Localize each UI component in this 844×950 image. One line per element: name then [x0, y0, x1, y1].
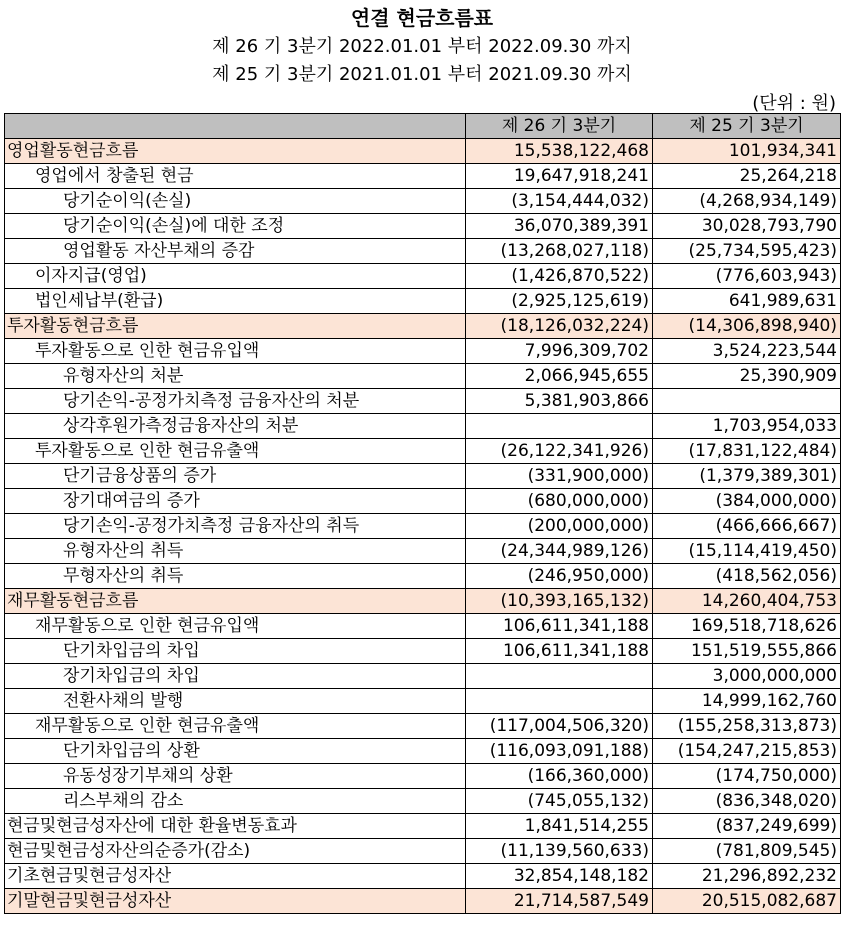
row-label: 장기대여금의 증가	[5, 489, 466, 514]
unit-label: (단위 : 원)	[752, 93, 836, 114]
prior-period-value: 14,260,404,753	[653, 589, 841, 614]
current-period-value: 2,066,945,655	[466, 364, 653, 389]
row-label: 유동성장기부채의 상환	[5, 764, 466, 789]
row-label: 이자지급(영업)	[5, 264, 466, 289]
current-period-value: (10,393,165,132)	[466, 589, 653, 614]
prior-period-value: 1,703,954,033	[653, 414, 841, 439]
current-period-value: (166,360,000)	[466, 764, 653, 789]
prior-period-value: 3,524,223,544	[653, 339, 841, 364]
table-row	[5, 814, 841, 839]
row-label: 영업에서 창출된 현금	[5, 164, 466, 189]
row-label: 기초현금및현금성자산	[5, 864, 466, 889]
row-label: 리스부채의 감소	[5, 789, 466, 814]
prior-period-value: (154,247,215,853)	[653, 739, 841, 764]
table-header-row	[5, 114, 841, 139]
prior-period-value: 3,000,000,000	[653, 664, 841, 689]
period-prior: 제 25 기 3분기 2021.01.01 부터 2021.09.30 까지	[212, 64, 632, 85]
prior-period-value: (776,603,943)	[653, 264, 841, 289]
current-period-value	[466, 689, 653, 714]
table-row	[5, 164, 841, 189]
prior-period-value: (1,379,389,301)	[653, 464, 841, 489]
current-period-value: (2,925,125,619)	[466, 289, 653, 314]
table-row	[5, 189, 841, 214]
current-period-value: (24,344,989,126)	[466, 539, 653, 564]
current-period-value: (680,000,000)	[466, 489, 653, 514]
row-label: 투자활동으로 인한 현금유출액	[5, 439, 466, 464]
current-period-value	[466, 414, 653, 439]
table-row	[5, 289, 841, 314]
prior-period-value: 25,390,909	[653, 364, 841, 389]
period-current: 제 26 기 3분기 2022.01.01 부터 2022.09.30 까지	[212, 36, 632, 57]
current-period-value: 32,854,148,182	[466, 864, 653, 889]
prior-period-value: 25,264,218	[653, 164, 841, 189]
row-label: 재무활동으로 인한 현금유입액	[5, 614, 466, 639]
row-label: 전환사채의 발행	[5, 689, 466, 714]
table-row	[5, 614, 841, 639]
table-row	[5, 889, 841, 914]
header-label-column	[5, 114, 466, 139]
row-label: 단기차입금의 상환	[5, 739, 466, 764]
prior-period-value: (174,750,000)	[653, 764, 841, 789]
prior-period-value: (384,000,000)	[653, 489, 841, 514]
row-label: 당기손익-공정가치측정 금융자산의 처분	[5, 389, 466, 414]
row-label: 당기손익-공정가치측정 금융자산의 취득	[5, 514, 466, 539]
current-period-value: 106,611,341,188	[466, 639, 653, 664]
table-row	[5, 864, 841, 889]
row-label: 재무활동현금흐름	[5, 589, 466, 614]
table-row	[5, 639, 841, 664]
current-period-value: (26,122,341,926)	[466, 439, 653, 464]
row-label: 상각후원가측정금융자산의 처분	[5, 414, 466, 439]
prior-period-value: 20,515,082,687	[653, 889, 841, 914]
row-label: 투자활동으로 인한 현금유입액	[5, 339, 466, 364]
prior-period-value: 641,989,631	[653, 289, 841, 314]
prior-period-value: (14,306,898,940)	[653, 314, 841, 339]
prior-period-value: (836,348,020)	[653, 789, 841, 814]
current-period-value	[466, 664, 653, 689]
prior-period-value: 169,518,718,626	[653, 614, 841, 639]
current-period-value: 15,538,122,468	[466, 139, 653, 164]
table-row	[5, 314, 841, 339]
prior-period-value	[653, 389, 841, 414]
header-current-period: 제 26 기 3분기	[466, 114, 653, 139]
current-period-value: 19,647,918,241	[466, 164, 653, 189]
current-period-value: (117,004,506,320)	[466, 714, 653, 739]
row-label: 기말현금및현금성자산	[5, 889, 466, 914]
table-row	[5, 739, 841, 764]
current-period-value: (331,900,000)	[466, 464, 653, 489]
current-period-value: (18,126,032,224)	[466, 314, 653, 339]
row-label: 현금및현금성자산의순증가(감소)	[5, 839, 466, 864]
row-label: 당기순이익(손실)에 대한 조정	[5, 214, 466, 239]
table-row	[5, 564, 841, 589]
current-period-value: 1,841,514,255	[466, 814, 653, 839]
table-row	[5, 839, 841, 864]
table-row	[5, 389, 841, 414]
row-label: 현금및현금성자산에 대한 환율변동효과	[5, 814, 466, 839]
prior-period-value: 21,296,892,232	[653, 864, 841, 889]
prior-period-value: (17,831,122,484)	[653, 439, 841, 464]
prior-period-value: 30,028,793,790	[653, 214, 841, 239]
table-row	[5, 239, 841, 264]
prior-period-value: (25,734,595,423)	[653, 239, 841, 264]
table-row	[5, 589, 841, 614]
current-period-value: (11,139,560,633)	[466, 839, 653, 864]
prior-period-value: 101,934,341	[653, 139, 841, 164]
prior-period-value: 14,999,162,760	[653, 689, 841, 714]
prior-period-value: 151,519,555,866	[653, 639, 841, 664]
table-row	[5, 364, 841, 389]
table-row	[5, 514, 841, 539]
row-label: 당기순이익(손실)	[5, 189, 466, 214]
current-period-value: (13,268,027,118)	[466, 239, 653, 264]
row-label: 투자활동현금흐름	[5, 314, 466, 339]
prior-period-value: (4,268,934,149)	[653, 189, 841, 214]
prior-period-value: (418,562,056)	[653, 564, 841, 589]
table-row	[5, 714, 841, 739]
row-label: 무형자산의 취득	[5, 564, 466, 589]
prior-period-value: (837,249,699)	[653, 814, 841, 839]
row-label: 재무활동으로 인한 현금유출액	[5, 714, 466, 739]
current-period-value: 5,381,903,866	[466, 389, 653, 414]
prior-period-value: (15,114,419,450)	[653, 539, 841, 564]
table-row	[5, 414, 841, 439]
table-row	[5, 789, 841, 814]
table-body	[5, 139, 841, 914]
table-row	[5, 214, 841, 239]
prior-period-value: (155,258,313,873)	[653, 714, 841, 739]
row-label: 영업활동 자산부채의 증감	[5, 239, 466, 264]
table-row	[5, 464, 841, 489]
table-row	[5, 689, 841, 714]
row-label: 단기금융상품의 증가	[5, 464, 466, 489]
prior-period-value: (466,666,667)	[653, 514, 841, 539]
table-row	[5, 439, 841, 464]
current-period-value: 106,611,341,188	[466, 614, 653, 639]
row-label: 영업활동현금흐름	[5, 139, 466, 164]
row-label: 단기차입금의 차입	[5, 639, 466, 664]
table-row	[5, 764, 841, 789]
statement-title: 연결 현금흐름표	[350, 6, 494, 30]
row-label: 유형자산의 처분	[5, 364, 466, 389]
table-row	[5, 664, 841, 689]
current-period-value: 7,996,309,702	[466, 339, 653, 364]
table-row	[5, 139, 841, 164]
table-row	[5, 264, 841, 289]
current-period-value: 36,070,389,391	[466, 214, 653, 239]
row-label: 법인세납부(환급)	[5, 289, 466, 314]
current-period-value: 21,714,587,549	[466, 889, 653, 914]
table-row	[5, 489, 841, 514]
row-label: 유형자산의 취득	[5, 539, 466, 564]
current-period-value: (246,950,000)	[466, 564, 653, 589]
current-period-value: (1,426,870,522)	[466, 264, 653, 289]
current-period-value: (200,000,000)	[466, 514, 653, 539]
current-period-value: (3,154,444,032)	[466, 189, 653, 214]
current-period-value: (116,093,091,188)	[466, 739, 653, 764]
header-prior-period: 제 25 기 3분기	[653, 114, 841, 139]
row-label: 장기차입금의 차입	[5, 664, 466, 689]
current-period-value: (745,055,132)	[466, 789, 653, 814]
cash-flow-table	[4, 113, 841, 914]
table-row	[5, 339, 841, 364]
prior-period-value: (781,809,545)	[653, 839, 841, 864]
table-row	[5, 539, 841, 564]
